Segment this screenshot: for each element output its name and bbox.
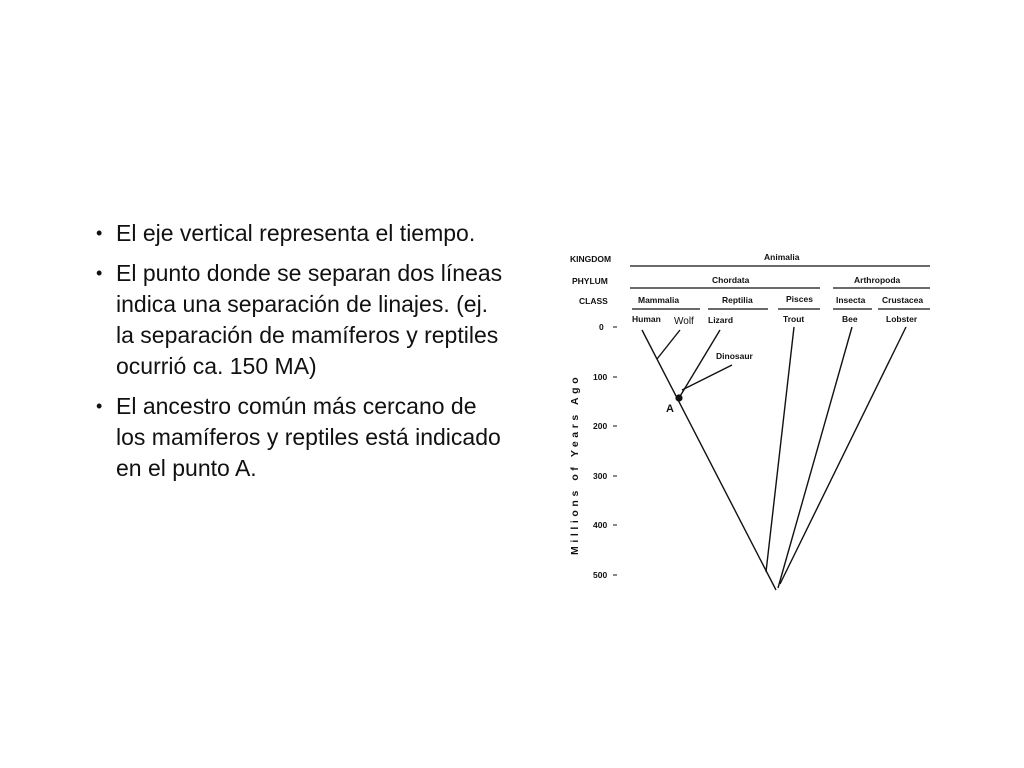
phylogenetic-tree bbox=[540, 240, 940, 600]
bullet-dot: • bbox=[96, 396, 103, 416]
bullet-item bbox=[96, 391, 506, 484]
dinosaur-label: Dinosaur bbox=[716, 351, 753, 361]
bullet-list bbox=[96, 218, 506, 493]
organism-lizard: Lizard bbox=[708, 315, 734, 325]
bullet-text: El punto donde se separan dos líneas indica una separación de linajes. (ej. la separación de mamíferos y reptiles ocurrió ca. 150 MA) bbox=[116, 260, 503, 379]
branch-trout bbox=[766, 327, 794, 572]
bullet-dot: • bbox=[96, 223, 103, 243]
bullet-item bbox=[96, 218, 506, 249]
phylum-row-label: PHYLUM bbox=[572, 276, 608, 286]
axis-tick-200: 200 bbox=[593, 421, 608, 431]
bullet-item bbox=[96, 258, 506, 382]
tree-branches bbox=[642, 327, 906, 590]
organism-bee: Bee bbox=[842, 314, 858, 324]
class-row-label: CLASS bbox=[579, 296, 608, 306]
phylum-arthropoda: Arthropoda bbox=[854, 275, 901, 285]
class-reptilia: Reptilia bbox=[722, 295, 753, 305]
class-pisces: Pisces bbox=[786, 294, 813, 304]
axis-tick-100: 100 bbox=[593, 372, 608, 382]
axis-tick-300: 300 bbox=[593, 471, 608, 481]
class-insecta: Insecta bbox=[836, 295, 866, 305]
organism-human: Human bbox=[632, 314, 661, 324]
axis-tick-0: 0 bbox=[599, 322, 604, 332]
axis-tick-400: 400 bbox=[593, 520, 608, 530]
branch-dinosaur bbox=[682, 365, 732, 390]
class-mammalia: Mammalia bbox=[638, 295, 680, 305]
kingdom-row-label: KINGDOM bbox=[570, 254, 612, 264]
bullet-text: El eje vertical representa el tiempo. bbox=[116, 220, 476, 246]
phylum-chordata: Chordata bbox=[712, 275, 750, 285]
branch-mammal-reptile-trunk bbox=[642, 330, 776, 590]
bullet-dot: • bbox=[96, 263, 103, 283]
organism-wolf: Wolf bbox=[674, 316, 694, 327]
branch-lobster bbox=[780, 327, 906, 584]
organism-trout: Trout bbox=[783, 314, 805, 324]
bullet-text: El ancestro común más cercano de los mamíferos y reptiles está indicado en el punto A. bbox=[116, 393, 501, 481]
branch-wolf bbox=[657, 330, 680, 359]
node-a-label: A bbox=[666, 403, 674, 415]
node-a-marker bbox=[675, 394, 682, 401]
class-crustacea: Crustacea bbox=[882, 295, 924, 305]
axis-tick-500: 500 bbox=[593, 570, 608, 580]
organism-lobster: Lobster bbox=[886, 314, 918, 324]
kingdom-name: Animalia bbox=[764, 252, 800, 262]
axis-label: Millions of Years Ago bbox=[569, 373, 581, 555]
